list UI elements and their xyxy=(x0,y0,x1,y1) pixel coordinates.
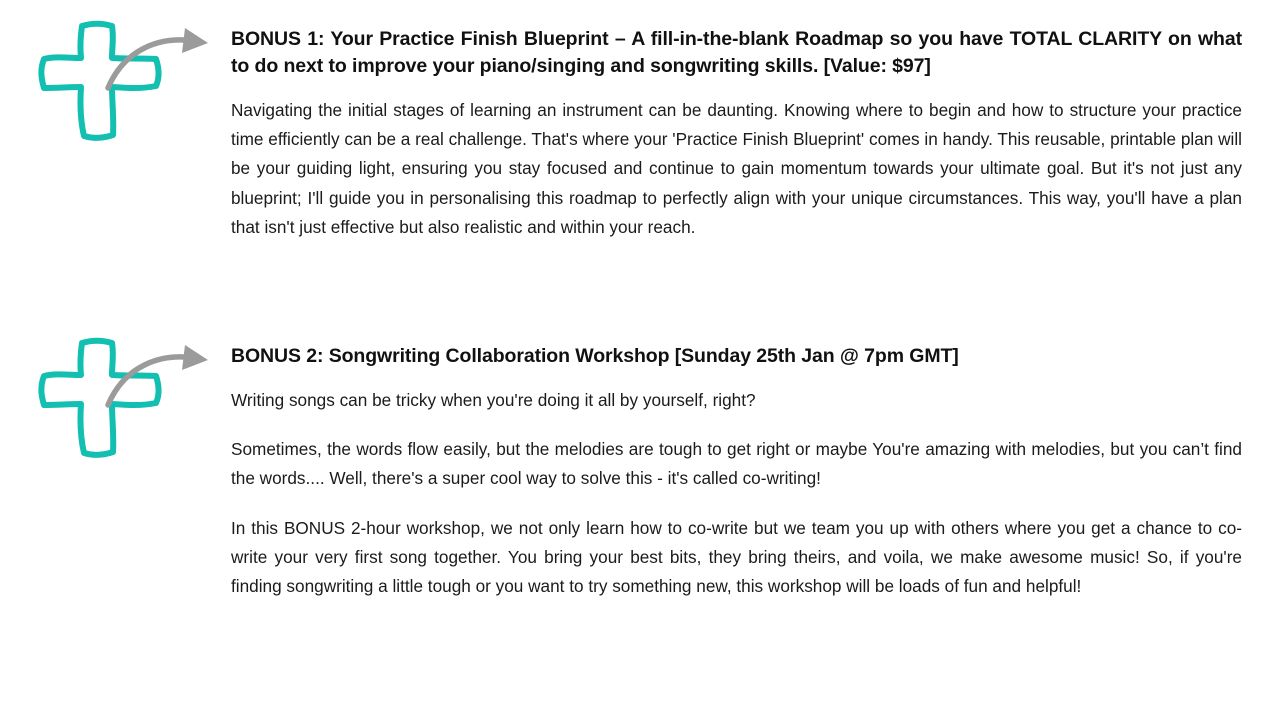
bonus-2-heading: BONUS 2: Songwriting Collaboration Workshop [Sunday 25th Jan @ 7pm GMT] xyxy=(231,345,959,367)
plus-marker-icon xyxy=(41,341,158,455)
bonus-1-paragraph-1: Navigating the initial stages of learning an instrument can be daunting. Knowing where to begin and how to structure your practice time efficiently can be a real challenge. That's where your 'Practice Finish Blueprint' comes in handy. This reusable, printable plan will be your guiding light, ensuring you stay focused and continue to gain momentum towards your ultimate goal. But it's not just any blueprint; I'll guide you in personalising this roadmap to perfectly align with your unique circumstances. This way, you'll have a plan that isn't just effective but also realistic and within your reach. xyxy=(231,99,1242,237)
bonus-2-marker xyxy=(18,331,218,461)
bonus-1-heading: BONUS 1: Your Practice Finish Blueprint – A fill-in-the-blank Roadmap so you have TOTAL CLARITY on what to do next to improve your piano/singing and songwriting skills. [Value: $97] xyxy=(231,28,1242,77)
bonus-2-paragraph-3: In this BONUS 2-hour workshop, we not only learn how to co-write but we team you up with others where you get a chance to co-write your very first song together. You bring your best bits, they bring theirs, and voila, we make awesome music! So, if you're finding songwriting a little tough or you want to try something new, this workshop will be loads of fun and helpful! xyxy=(231,517,1242,597)
bonus-2-content xyxy=(231,343,1242,601)
plus-marker-icon xyxy=(41,24,158,138)
bonus-1-content xyxy=(231,26,1242,242)
bonus-1-marker xyxy=(18,14,218,144)
bonus-2-paragraph-2: Sometimes, the words flow easily, but the melodies are tough to get right or maybe You're amazing with melodies, but you can’t find the words.... Well, there's a super cool way to solve this - it's called co-writing! xyxy=(231,439,1242,489)
bonus-2-paragraph-1: Writing songs can be tricky when you're doing it all by yourself, right? xyxy=(231,389,756,410)
